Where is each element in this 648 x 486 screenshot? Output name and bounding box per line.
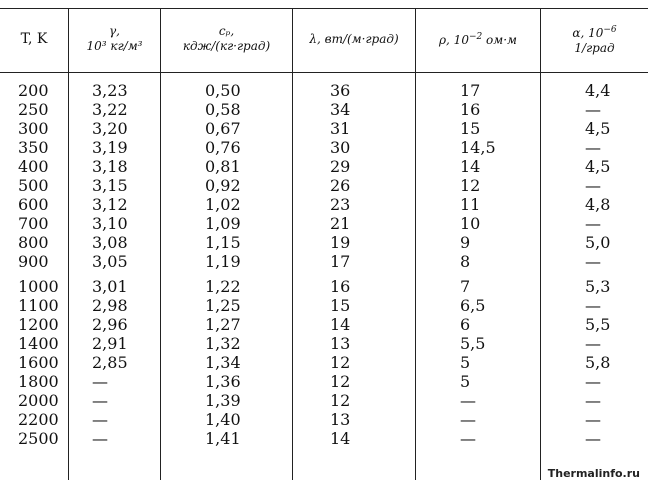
- header-heat-capacity-unit: кдж/(кг·град): [182, 39, 271, 53]
- cell-expansion: —: [585, 334, 601, 353]
- cell-expansion: —: [585, 214, 601, 233]
- cell-density: —: [92, 410, 108, 429]
- cell-density: 3,22: [92, 100, 128, 119]
- cell-expansion: —: [585, 391, 601, 410]
- table-row: [0, 157, 648, 176]
- table-row: [0, 429, 648, 448]
- cell-density: 3,20: [92, 119, 128, 138]
- cell-expansion: 5,0: [585, 233, 611, 252]
- cell-expansion: 4,5: [585, 119, 611, 138]
- header-thermal-conductivity: [293, 8, 415, 70]
- cell-density: 3,12: [92, 195, 128, 214]
- cell-heat-capacity: 0,81: [205, 157, 241, 176]
- cell-temperature: 1200: [18, 315, 59, 334]
- cell-thermal-conductivity: 12: [330, 372, 351, 391]
- cell-density: 3,18: [92, 157, 128, 176]
- header-resistivity-exponent: −2: [468, 32, 483, 42]
- header-temperature: [0, 8, 68, 70]
- cell-density: 2,91: [92, 334, 128, 353]
- cell-heat-capacity: 0,58: [205, 100, 241, 119]
- cell-expansion: —: [585, 296, 601, 315]
- table-row: [0, 252, 648, 271]
- cell-expansion: 4,5: [585, 157, 611, 176]
- cell-resistivity: 5: [460, 372, 471, 391]
- cell-thermal-conductivity: 34: [330, 100, 351, 119]
- cell-thermal-conductivity: 15: [330, 296, 351, 315]
- cell-temperature: 200: [18, 81, 49, 100]
- cell-thermal-conductivity: 21: [330, 214, 351, 233]
- cell-expansion: —: [585, 429, 601, 448]
- header-heat-capacity: [161, 8, 292, 70]
- cell-heat-capacity: 1,19: [205, 252, 241, 271]
- cell-resistivity: 6: [460, 315, 471, 334]
- cell-temperature: 300: [18, 119, 49, 138]
- cell-temperature: 800: [18, 233, 49, 252]
- table-row: [0, 315, 648, 334]
- cell-thermal-conductivity: 13: [330, 334, 351, 353]
- cell-heat-capacity: 1,41: [205, 429, 241, 448]
- table-row: [0, 334, 648, 353]
- cell-heat-capacity: 1,27: [205, 315, 241, 334]
- header-heat-capacity-symbol: cₚ,: [218, 24, 235, 38]
- table-row: [0, 100, 648, 119]
- cell-temperature: 700: [18, 214, 49, 233]
- cell-expansion: 4,8: [585, 195, 611, 214]
- cell-heat-capacity: 1,40: [205, 410, 241, 429]
- cell-density: —: [92, 429, 108, 448]
- cell-resistivity: 8: [460, 252, 471, 271]
- cell-resistivity: 12: [460, 176, 481, 195]
- cell-heat-capacity: 1,22: [205, 277, 241, 296]
- cell-heat-capacity: 1,15: [205, 233, 241, 252]
- cell-heat-capacity: 0,92: [205, 176, 241, 195]
- table-row: [0, 214, 648, 233]
- cell-heat-capacity: 0,67: [205, 119, 241, 138]
- cell-density: 3,23: [92, 81, 128, 100]
- cell-temperature: 2500: [18, 429, 59, 448]
- header-resistivity-unit: ом·м: [482, 33, 517, 47]
- cell-resistivity: 17: [460, 81, 481, 100]
- cell-thermal-conductivity: 17: [330, 252, 351, 271]
- header-expansion-symbol: [572, 23, 616, 41]
- cell-temperature: 250: [18, 100, 49, 119]
- cell-heat-capacity: 1,25: [205, 296, 241, 315]
- table-row: [0, 119, 648, 138]
- cell-expansion: —: [585, 252, 601, 271]
- header-density-symbol: γ,: [109, 24, 120, 38]
- header-expansion-exponent: −6: [603, 24, 617, 35]
- header-expansion-part: α, 10: [572, 25, 604, 40]
- cell-expansion: —: [585, 176, 601, 195]
- cell-density: —: [92, 372, 108, 391]
- cell-density: 3,15: [92, 176, 128, 195]
- cell-heat-capacity: 1,32: [205, 334, 241, 353]
- cell-thermal-conductivity: 19: [330, 233, 351, 252]
- cell-resistivity: 6,5: [460, 296, 486, 315]
- header-bottom-rule: [0, 72, 648, 73]
- table-row: [0, 81, 648, 100]
- table-row: [0, 410, 648, 429]
- cell-heat-capacity: 0,50: [205, 81, 241, 100]
- header-expansion: [541, 8, 648, 70]
- cell-resistivity: 5,5: [460, 334, 486, 353]
- cell-resistivity: 16: [460, 100, 481, 119]
- cell-expansion: —: [585, 372, 601, 391]
- cell-temperature: 350: [18, 138, 49, 157]
- cell-resistivity: 7: [460, 277, 471, 296]
- cell-resistivity: 14: [460, 157, 481, 176]
- cell-density: 3,10: [92, 214, 128, 233]
- cell-resistivity: 5: [460, 353, 471, 372]
- table-row: [0, 372, 648, 391]
- header-resistivity-text: [439, 30, 517, 48]
- cell-thermal-conductivity: 12: [330, 353, 351, 372]
- cell-thermal-conductivity: 26: [330, 176, 351, 195]
- cell-temperature: 2200: [18, 410, 59, 429]
- header-resistivity-part: ρ, 10: [439, 33, 469, 47]
- cell-thermal-conductivity: 14: [330, 315, 351, 334]
- cell-thermal-conductivity: 13: [330, 410, 351, 429]
- cell-resistivity: 15: [460, 119, 481, 138]
- cell-density: 3,19: [92, 138, 128, 157]
- cell-heat-capacity: 1,34: [205, 353, 241, 372]
- table-row: [0, 296, 648, 315]
- cell-heat-capacity: 0,76: [205, 138, 241, 157]
- cell-heat-capacity: 1,02: [205, 195, 241, 214]
- cell-expansion: 5,8: [585, 353, 611, 372]
- header-density: [69, 8, 160, 70]
- cell-temperature: 1400: [18, 334, 59, 353]
- cell-heat-capacity: 1,36: [205, 372, 241, 391]
- cell-temperature: 900: [18, 252, 49, 271]
- cell-expansion: 4,4: [585, 81, 611, 100]
- table-row: [0, 233, 648, 252]
- cell-expansion: —: [585, 138, 601, 157]
- header-temperature-text: T, K: [20, 30, 48, 47]
- header-expansion-unit: 1/град: [574, 40, 615, 55]
- watermark: Thermalinfo.ru: [547, 467, 640, 480]
- cell-density: 2,98: [92, 296, 128, 315]
- cell-expansion: —: [585, 410, 601, 429]
- cell-resistivity: 14,5: [460, 138, 496, 157]
- cell-temperature: 1000: [18, 277, 59, 296]
- cell-thermal-conductivity: 14: [330, 429, 351, 448]
- header-density-unit: 10³ кг/м³: [86, 39, 143, 53]
- cell-thermal-conductivity: 30: [330, 138, 351, 157]
- table-row: [0, 277, 648, 296]
- cell-resistivity: 10: [460, 214, 481, 233]
- table-row: [0, 176, 648, 195]
- cell-thermal-conductivity: 12: [330, 391, 351, 410]
- cell-expansion: —: [585, 100, 601, 119]
- header-resistivity: [416, 8, 540, 70]
- cell-resistivity: —: [460, 429, 476, 448]
- cell-expansion: 5,3: [585, 277, 611, 296]
- cell-temperature: 600: [18, 195, 49, 214]
- cell-heat-capacity: 1,09: [205, 214, 241, 233]
- cell-resistivity: —: [460, 410, 476, 429]
- header-thermal-conductivity-text: λ, вт/(м·град): [309, 31, 399, 46]
- cell-thermal-conductivity: 31: [330, 119, 351, 138]
- cell-thermal-conductivity: 16: [330, 277, 351, 296]
- cell-density: 3,01: [92, 277, 128, 296]
- table-row: [0, 195, 648, 214]
- table-row: [0, 138, 648, 157]
- table-row: [0, 391, 648, 410]
- cell-resistivity: —: [460, 391, 476, 410]
- cell-temperature: 1600: [18, 353, 59, 372]
- cell-density: 2,85: [92, 353, 128, 372]
- cell-resistivity: 9: [460, 233, 471, 252]
- table-row: [0, 353, 648, 372]
- cell-density: 3,08: [92, 233, 128, 252]
- cell-thermal-conductivity: 23: [330, 195, 351, 214]
- cell-resistivity: 11: [460, 195, 481, 214]
- cell-density: —: [92, 391, 108, 410]
- cell-temperature: 1100: [18, 296, 59, 315]
- cell-temperature: 1800: [18, 372, 59, 391]
- cell-density: 2,96: [92, 315, 128, 334]
- cell-density: 3,05: [92, 252, 128, 271]
- cell-temperature: 2000: [18, 391, 59, 410]
- cell-thermal-conductivity: 29: [330, 157, 351, 176]
- cell-thermal-conductivity: 36: [330, 81, 351, 100]
- cell-expansion: 5,5: [585, 315, 611, 334]
- cell-heat-capacity: 1,39: [205, 391, 241, 410]
- cell-temperature: 500: [18, 176, 49, 195]
- cell-temperature: 400: [18, 157, 49, 176]
